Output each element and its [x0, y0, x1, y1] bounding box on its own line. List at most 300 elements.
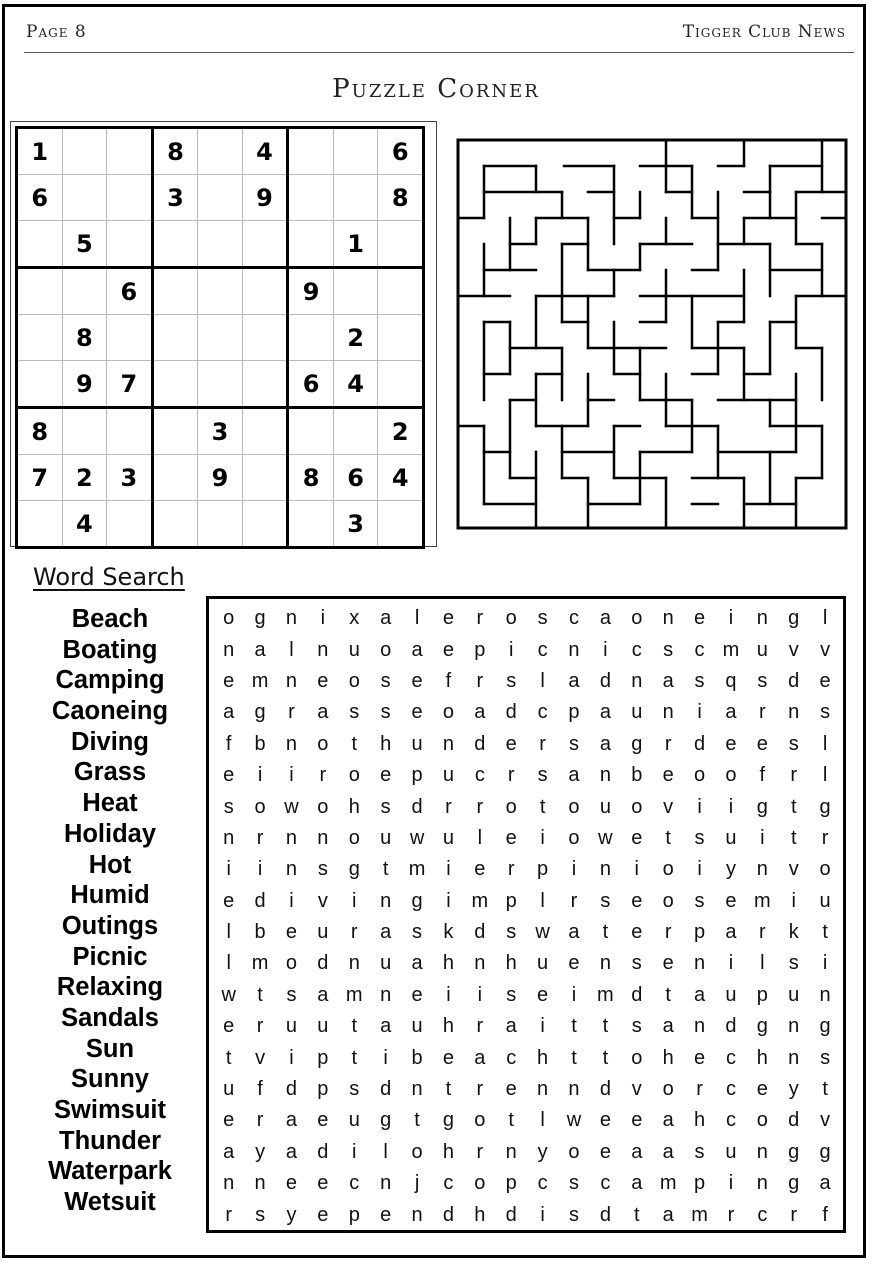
- word-search-letter: n: [693, 1015, 706, 1038]
- sudoku-cell: 9: [62, 361, 107, 408]
- sudoku-cell: [378, 268, 424, 315]
- sudoku-cell: [152, 408, 198, 455]
- sudoku-cell: [107, 128, 153, 175]
- word-search-letter: d: [317, 952, 329, 975]
- word-search-letter: e: [317, 1203, 329, 1226]
- sudoku-cell: 4: [378, 455, 424, 501]
- word-list-item: Grass: [73, 758, 147, 787]
- sudoku-cell: [107, 315, 153, 361]
- sudoku-cell: 2: [333, 315, 378, 361]
- word-list-item: Sandals: [61, 1003, 159, 1032]
- word-search-letter: i: [760, 826, 765, 849]
- word-search-letter: g: [254, 607, 266, 630]
- word-search-letter: c: [537, 701, 548, 724]
- word-search-letter: b: [411, 1046, 423, 1069]
- word-list-item: Picnic: [72, 942, 148, 971]
- sudoku-cell: [62, 175, 107, 221]
- word-search-letter: d: [474, 732, 486, 755]
- word-search-letter: e: [631, 889, 643, 912]
- word-search-letter: t: [633, 1203, 640, 1226]
- word-search-letter: a: [725, 701, 737, 724]
- word-search-letter: a: [662, 1140, 674, 1163]
- word-search-letter: g: [442, 1109, 454, 1132]
- sudoku-cell: 6: [17, 175, 63, 221]
- word-search-letter: e: [693, 607, 706, 630]
- word-search-letter: e: [380, 1203, 392, 1226]
- sudoku-cell: 1: [17, 128, 63, 175]
- word-search-letter: t: [508, 1109, 514, 1132]
- word-search-letter: o: [662, 889, 674, 912]
- word-search-letter: n: [756, 607, 768, 630]
- word-search-letter: n: [285, 732, 298, 755]
- word-search-letter: d: [788, 669, 800, 692]
- word-search-letter: i: [289, 1046, 294, 1069]
- word-search-letter: p: [317, 1078, 329, 1101]
- word-search-letter: n: [756, 1140, 768, 1163]
- word-search-letter: i: [383, 1046, 388, 1069]
- sudoku-cell: [198, 315, 243, 361]
- word-search-letter: a: [662, 1015, 674, 1038]
- word-search-letter: u: [819, 889, 831, 912]
- word-search-letter: n: [756, 858, 768, 881]
- word-search-letter: y: [537, 1140, 548, 1163]
- word-search-letter: d: [380, 1078, 392, 1101]
- sudoku-cell: [333, 268, 378, 315]
- word-list-item: Waterpark: [48, 1157, 172, 1186]
- word-search-letter: n: [568, 638, 580, 661]
- word-search-letter: e: [411, 669, 423, 692]
- sudoku-cell: [242, 361, 288, 408]
- word-search-letter: c: [443, 1172, 454, 1195]
- word-search-letter: n: [568, 1078, 580, 1101]
- word-search-letter: i: [446, 983, 451, 1006]
- word-search-letter: r: [790, 1203, 798, 1226]
- word-search-letter: i: [257, 764, 263, 787]
- sudoku-row: [17, 361, 424, 408]
- word-list-item: Outings: [61, 911, 159, 940]
- sudoku-cell: [198, 128, 243, 175]
- word-search-row: [213, 729, 841, 760]
- page-header: [26, 22, 846, 46]
- word-search-letter: a: [599, 607, 611, 630]
- word-search-letter: w: [566, 1109, 582, 1132]
- word-search-letter: k: [443, 921, 454, 944]
- word-search-letter: t: [602, 921, 609, 944]
- sudoku-cell: 9: [288, 268, 334, 315]
- word-search-letter: a: [285, 1109, 298, 1132]
- word-search-letter: u: [380, 952, 392, 975]
- word-search-letter: a: [725, 921, 737, 944]
- word-list-item: Wetsuit: [64, 1188, 156, 1217]
- header-rule: [24, 52, 854, 53]
- sudoku-cell: [198, 361, 243, 408]
- word-search-letter: v: [631, 1078, 642, 1101]
- sudoku-cell: [288, 408, 334, 455]
- word-search-letter: c: [537, 1172, 548, 1195]
- word-search-letter: d: [285, 1078, 298, 1101]
- word-search-letter: h: [537, 1046, 549, 1069]
- word-search-letter: i: [571, 858, 577, 881]
- word-search-letter: a: [223, 701, 235, 724]
- word-search-letter: i: [728, 795, 734, 818]
- sudoku-cell: 2: [378, 408, 424, 455]
- word-search-letter: i: [477, 983, 483, 1006]
- sudoku-row: [17, 455, 424, 501]
- word-search-letter: u: [442, 764, 454, 787]
- word-search-letter: l: [540, 669, 545, 692]
- sudoku-cell: [62, 128, 107, 175]
- word-search-letter: i: [634, 858, 639, 881]
- word-search-letter: n: [505, 1140, 517, 1163]
- word-search-letter: e: [662, 952, 674, 975]
- word-search-letter: n: [788, 701, 800, 724]
- word-search-letter: d: [599, 1078, 611, 1101]
- word-search-letter: d: [788, 1109, 800, 1132]
- sudoku-cell: [152, 315, 198, 361]
- word-search-letter: e: [631, 826, 643, 849]
- word-search-letter: n: [348, 952, 360, 975]
- sudoku-cell: [198, 501, 243, 548]
- word-search-letter: g: [788, 1140, 800, 1163]
- word-search-letter: m: [251, 952, 269, 975]
- word-search-letter: o: [380, 638, 392, 661]
- sudoku-grid: [15, 126, 425, 549]
- sudoku-cell: 2: [62, 455, 107, 501]
- sudoku-row: [17, 175, 424, 221]
- sudoku-cell: [17, 221, 63, 268]
- word-search-letter: i: [728, 952, 734, 975]
- sudoku-cell: 8: [288, 455, 334, 501]
- word-search-letter: t: [790, 826, 797, 849]
- word-search-letter: i: [571, 983, 577, 1006]
- word-search-letter: n: [693, 952, 706, 975]
- sudoku-cell: [107, 221, 153, 268]
- word-search-letter: v: [788, 638, 799, 661]
- word-search-letter: i: [289, 764, 294, 787]
- sudoku-cell: 1: [333, 221, 378, 268]
- word-search-letter: i: [352, 889, 357, 912]
- word-search-letter: p: [474, 638, 486, 661]
- sudoku-cell: [62, 268, 107, 315]
- word-search-letter: g: [756, 1015, 768, 1038]
- sudoku-cell: [242, 268, 288, 315]
- word-search-letter: r: [507, 764, 515, 787]
- word-search-letter: s: [568, 1203, 579, 1226]
- sudoku-cell: [107, 501, 153, 548]
- word-search-letter: l: [226, 952, 231, 975]
- word-search-letter: g: [819, 1140, 831, 1163]
- word-search-row: [213, 917, 841, 948]
- word-search-letter: o: [568, 1140, 580, 1163]
- word-search-letter: w: [409, 826, 425, 849]
- sudoku-cell: [242, 501, 288, 548]
- word-search-letter: a: [599, 732, 611, 755]
- word-search-letter: o: [662, 1078, 674, 1101]
- word-search-letter: s: [412, 921, 423, 944]
- word-search-letter: w: [284, 795, 299, 818]
- word-search-letter: g: [254, 701, 266, 724]
- word-search-letter: e: [380, 764, 392, 787]
- word-search-letter: d: [254, 889, 266, 912]
- word-search-letter: l: [540, 1109, 545, 1132]
- sudoku-cell: [378, 501, 424, 548]
- word-search-letter: n: [380, 983, 392, 1006]
- word-search-letter: i: [257, 858, 263, 881]
- word-search-letter: i: [603, 638, 608, 661]
- word-list-item: Boating: [62, 635, 158, 664]
- word-search-letter: d: [505, 701, 517, 724]
- word-search-letter: t: [351, 732, 358, 755]
- word-search-letter: e: [537, 983, 549, 1006]
- sudoku-cell: [152, 501, 198, 548]
- word-search-letter: h: [693, 1109, 706, 1132]
- word-search-letter: h: [442, 952, 454, 975]
- word-search-letter: s: [380, 701, 391, 724]
- word-search-letter: b: [631, 764, 643, 787]
- word-search-letter: o: [568, 795, 580, 818]
- word-search-letter: s: [506, 921, 517, 944]
- word-search-letter: u: [442, 826, 454, 849]
- word-search-letter: f: [822, 1203, 828, 1226]
- word-search-letter: i: [446, 889, 451, 912]
- word-search-letter: o: [474, 1109, 486, 1132]
- word-search-letter: c: [537, 638, 548, 661]
- word-search-letter: n: [599, 952, 611, 975]
- word-search-letter: g: [411, 889, 423, 912]
- word-search-letter: m: [597, 983, 614, 1006]
- word-search-letter: e: [442, 638, 454, 661]
- word-list-item: Sunny: [71, 1065, 149, 1094]
- word-search-letter: t: [571, 1015, 577, 1038]
- sudoku-cell: [62, 408, 107, 455]
- word-search-letter: n: [411, 1078, 423, 1101]
- word-search-letter: i: [697, 795, 702, 818]
- word-list-item: Caoneing: [51, 697, 169, 726]
- word-search-letter: c: [631, 638, 642, 661]
- word-search-letter: a: [819, 1172, 831, 1195]
- word-search-letter: n: [819, 983, 831, 1006]
- word-search-letter: e: [599, 1140, 611, 1163]
- word-search-letter: r: [288, 701, 295, 724]
- word-search-letter: c: [694, 638, 705, 661]
- word-search-letter: v: [788, 858, 799, 881]
- word-search-row: [213, 697, 841, 728]
- word-search-letter: g: [819, 1015, 831, 1038]
- word-search-heading: Word Search: [33, 563, 185, 591]
- word-search-letter: e: [223, 669, 235, 692]
- word-search-letter: p: [317, 1046, 329, 1069]
- word-search-letter: f: [257, 1078, 263, 1101]
- word-search-letter: g: [348, 858, 360, 881]
- word-search-letter: y: [255, 1140, 266, 1163]
- word-search-letter: j: [414, 1172, 420, 1195]
- word-search-letter: c: [349, 1172, 360, 1195]
- sudoku-cell: 6: [288, 361, 334, 408]
- word-search-letter: s: [255, 1203, 266, 1226]
- word-search-letter: i: [446, 858, 451, 881]
- word-search-letter: h: [756, 1046, 768, 1069]
- word-search-letter: d: [474, 921, 486, 944]
- word-search-letter: t: [445, 1078, 452, 1101]
- word-search-letter: n: [380, 889, 392, 912]
- word-search-letter: r: [664, 921, 672, 944]
- sudoku-cell: [333, 128, 378, 175]
- word-search-letter: m: [659, 1172, 677, 1195]
- word-search-letter: r: [476, 607, 484, 630]
- word-search-letter: t: [257, 983, 263, 1006]
- sudoku-cell: 3: [107, 455, 153, 501]
- word-search-letter: d: [693, 732, 706, 755]
- word-search-letter: n: [317, 826, 329, 849]
- word-search-letter: y: [286, 1203, 297, 1226]
- word-search-letter: a: [631, 1172, 643, 1195]
- word-search-letter: h: [348, 795, 360, 818]
- word-search-letter: e: [756, 732, 768, 755]
- word-search-letter: r: [696, 1078, 703, 1101]
- sudoku-cell: [152, 268, 198, 315]
- word-search-letter: e: [317, 669, 329, 692]
- word-search-letter: s: [694, 1140, 705, 1163]
- sudoku-cell: [17, 268, 63, 315]
- word-search-letter: a: [411, 638, 423, 661]
- word-search-letter: o: [348, 669, 360, 692]
- word-search-letter: t: [822, 1078, 828, 1101]
- word-search-letter: v: [317, 889, 328, 912]
- word-search-letter: i: [352, 1140, 357, 1163]
- sudoku-cell: [198, 175, 243, 221]
- word-search-letter: a: [568, 669, 580, 692]
- word-search-letter: g: [788, 607, 800, 630]
- word-search-letter: d: [411, 795, 423, 818]
- word-search-letter: l: [760, 952, 765, 975]
- word-search-letter: n: [474, 952, 486, 975]
- sudoku-cell: [288, 175, 334, 221]
- word-search-letter: o: [317, 732, 329, 755]
- word-search-row: [213, 1168, 841, 1199]
- word-search-letter: r: [445, 795, 452, 818]
- word-search-letter: a: [505, 1015, 517, 1038]
- word-search-letter: u: [599, 795, 611, 818]
- word-search-row: [213, 760, 841, 791]
- word-search-letter: k: [788, 921, 799, 944]
- word-search-letter: o: [348, 764, 360, 787]
- sudoku-cell: 9: [198, 455, 243, 501]
- word-list-item: Holiday: [63, 819, 157, 848]
- word-search-letter: r: [256, 826, 264, 849]
- word-search-letter: o: [662, 858, 674, 881]
- word-search-letter: e: [442, 1046, 454, 1069]
- word-search-letter: b: [254, 921, 266, 944]
- sudoku-cell: 8: [152, 128, 198, 175]
- sudoku-cell: [198, 221, 243, 268]
- word-search-letter: u: [411, 1015, 423, 1038]
- sudoku-cell: 8: [17, 408, 63, 455]
- sudoku-cell: [288, 501, 334, 548]
- word-search-letter: n: [380, 1172, 392, 1195]
- word-search-row: [213, 603, 841, 634]
- word-search-letter: s: [317, 858, 328, 881]
- sudoku-cell: [107, 175, 153, 221]
- word-search-letter: l: [226, 921, 231, 944]
- word-search-letter: t: [665, 983, 671, 1006]
- word-search-letter: e: [505, 1078, 517, 1101]
- word-search-letter: e: [505, 732, 517, 755]
- word-search-letter: s: [537, 607, 548, 630]
- word-search-letter: g: [788, 1172, 800, 1195]
- word-list-item: Relaxing: [56, 973, 164, 1002]
- word-search-letter: r: [727, 1203, 735, 1226]
- sudoku-row: [17, 408, 424, 455]
- word-search-letter: w: [535, 921, 550, 944]
- word-search-letter: o: [474, 1172, 486, 1195]
- word-search-letter: r: [225, 1203, 233, 1226]
- word-search-letter: w: [221, 983, 236, 1006]
- word-search-letter: h: [380, 732, 392, 755]
- word-search-letter: a: [631, 1140, 643, 1163]
- word-list-item: Hot: [88, 850, 132, 879]
- word-search-letter: d: [631, 983, 643, 1006]
- word-search-letter: p: [348, 1203, 360, 1226]
- sudoku-cell: 5: [62, 221, 107, 268]
- word-search-letter: e: [631, 921, 643, 944]
- word-search-row: [213, 854, 841, 885]
- word-search-letter: p: [693, 921, 706, 944]
- word-search-letter: s: [537, 764, 548, 787]
- word-search-letter: v: [663, 795, 674, 818]
- word-search-letter: r: [256, 1015, 264, 1038]
- word-search-letter: a: [662, 1109, 674, 1132]
- word-search-letter: s: [349, 1078, 360, 1101]
- word-search-letter: d: [317, 1140, 329, 1163]
- word-search-letter: n: [662, 701, 674, 724]
- word-search-letter: a: [474, 1046, 486, 1069]
- word-search-letter: e: [474, 858, 486, 881]
- word-search-letter: e: [442, 607, 454, 630]
- word-search-letter: m: [691, 1203, 708, 1226]
- word-search-letter: s: [380, 795, 391, 818]
- word-search-letter: a: [662, 1203, 674, 1226]
- word-search-row: [213, 1011, 841, 1042]
- word-search-letter: i: [822, 952, 828, 975]
- word-search-letter: t: [790, 795, 797, 818]
- sudoku-cell: [242, 315, 288, 361]
- word-search-letter: s: [223, 795, 234, 818]
- sudoku-cell: [242, 455, 288, 501]
- word-search-letter: i: [289, 889, 294, 912]
- word-search-letter: s: [506, 669, 517, 692]
- word-search-row: [213, 666, 841, 697]
- word-list-item: Thunder: [59, 1126, 161, 1155]
- word-search-row: [213, 823, 841, 854]
- word-search-letter: s: [349, 701, 360, 724]
- word-search-letter: l: [414, 607, 420, 630]
- word-search-letter: h: [505, 952, 517, 975]
- word-search-letter: p: [693, 1172, 706, 1195]
- word-search-letter: s: [820, 701, 831, 724]
- word-search-letter: p: [411, 764, 423, 787]
- sudoku-cell: 6: [333, 455, 378, 501]
- word-search-letter: o: [505, 795, 517, 818]
- sudoku-cell: [288, 315, 334, 361]
- word-search-letter: e: [317, 1109, 329, 1132]
- word-search-letter: d: [599, 1203, 611, 1226]
- sudoku-row: [17, 221, 424, 268]
- page-number: Page 8: [26, 22, 87, 42]
- word-search-letter: e: [223, 1109, 235, 1132]
- word-search-letter: c: [506, 1046, 517, 1069]
- word-search-letter: o: [505, 607, 517, 630]
- word-search-letter: t: [351, 1015, 358, 1038]
